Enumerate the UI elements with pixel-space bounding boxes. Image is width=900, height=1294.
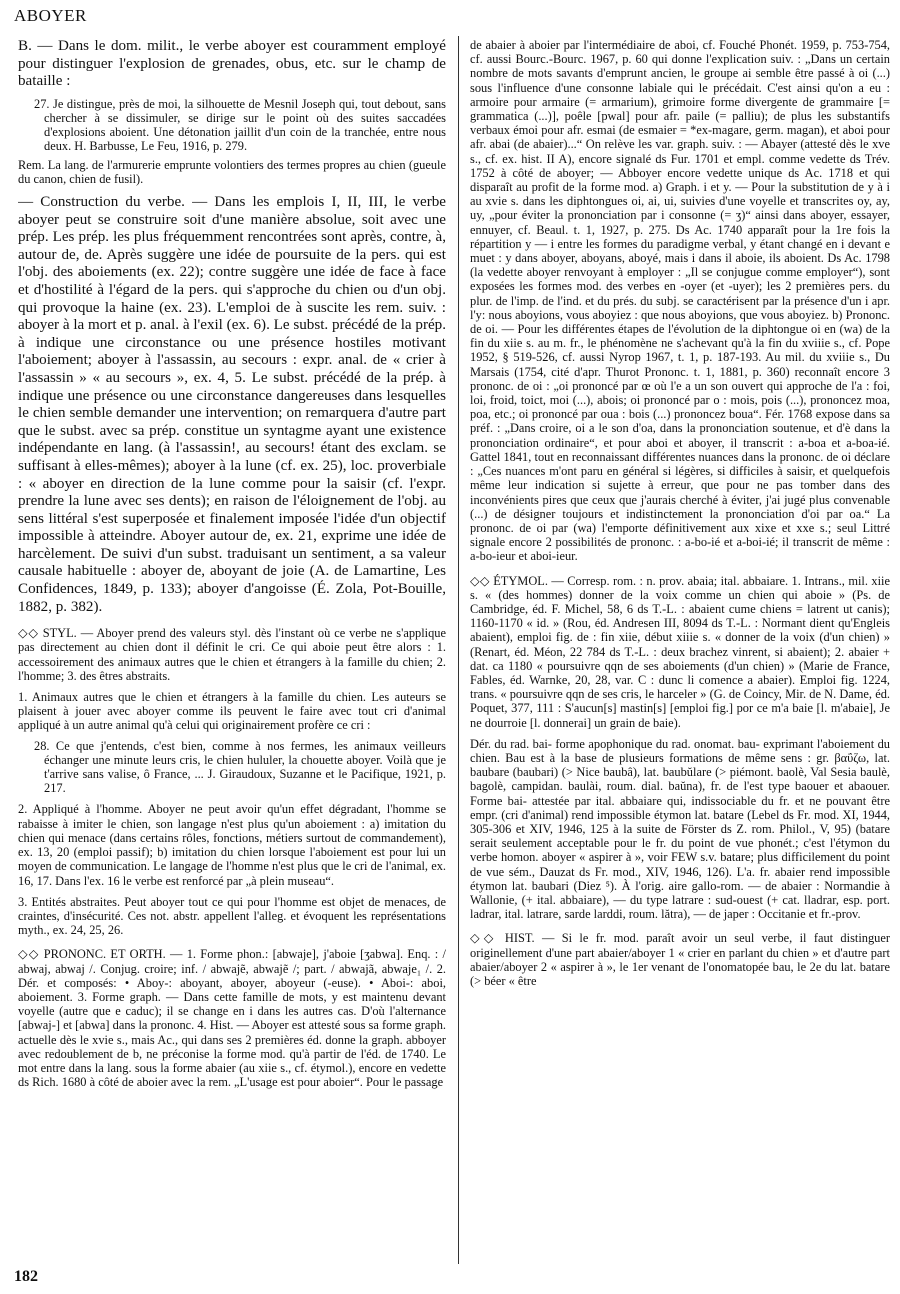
paragraph: 1. Animaux autres que le chien et étrangers à la famille du chien. Les auteurs se plaisent à jouer avec aboyer comme ils peuvent le faire avec tout cri d'animal appliqué à un autre animal qu'à celui qui originairement profère ce cri : bbox=[18, 690, 446, 733]
column-divider bbox=[458, 36, 459, 1264]
paragraph: ◇◇ STYL. — Aboyer prend des valeurs styl. dès l'instant où ce verbe ne s'applique pas directement au chien dont il définit le cri. Ce qui aboie peut être alors : 1. accessoirement des animaux autres que le chien et étrangers à la famille du chien; 2. l'homme; 3. des êtres abstraits. bbox=[18, 626, 446, 683]
running-head: ABOYER bbox=[14, 6, 87, 25]
paragraph: ◇◇ HIST. — Si le fr. mod. paraît avoir un seul verbe, il faut distinguer originellement d'une part abaier/aboyer 1 « crier en parlant du chien » et d'autre part abaier/aboyer 2 « aspirer à », le 1er venant de l'onomatopée bau, le 2e du lat. batare (> béer « être bbox=[470, 931, 890, 988]
paragraph: ◇◇ PRONONC. ET ORTH. — 1. Forme phon.: [abwaje], j'aboie [ʒabwa]. Enq. : / abwaj, abwaj /. Conjug. croire; inf. / abwajẽ, abwajẽ /; part. / abwajã, abwaje₁ /. 2. Dér. et composés: • Aboy-: aboyant, aboyer, aboyeur (-euse). • Aboi-: aboi, aboiement. 3. Forme graph. — Dans cette famille de mots, y est maintenu devant voyelle (autre que e caduc); il se change en i dans les autres cas. D'où l'alternance [abwaj-] et [abwa] dans la prononc. 4. Hist. — Aboyer est attesté sous sa forme graph. actuelle dès le xvie s., mais Ac., qui dans ses 2 premières éd. donne la graph. abboyer avec redoublement de b, ne préconise la forme mod. qu'à partir de l'éd. de 1740. Le mot entre dans la lang. sous la forme abaier (au xiie s., cf. étymol.), encore en vedette ds Rich. 1680 à côté de aboier avec la rem. „L'usage est pour aboier“. Pour le passage bbox=[18, 947, 446, 1090]
paragraph: ◇◇ ÉTYMOL. — Corresp. rom. : n. prov. abaia; ital. abbaiare. 1. Intrans., mil. xiie s. « (des hommes) donner de la voix comme un chien qui aboie » (Ps. de Cambridge, éd. F. Michel, 58, 6 ds T.-L. : abaient cume chiens = latrent ut canis); 1160-1170 « id. » (Rou, éd. Andresen III, 8094 ds T.-L. : Normant dient qu'Engleis abaient), emploi fig. de : fin xiie, début xiiie s. « donner de la voix (d'un chien) » (Renart, éd. Méon, 22 784 ds T.-L. : deux brachez vinrent, si abaient); 2. abaier + dat. ca 1180 « poursuivre qqn de ses aboiements (d'un chien) » (Marie de France, Fables, éd. Warnke, 20, 28, var. C : dunc li comence a abaier). Emploi fig. 1224, trans. « poursuivre qqn de ses cris, le harceler » (G. de Coincy, Mir. de N. Dame, éd. Poquet, 377, 111 : S'aucun[s] mastin[s] [emploi fig.] por ce m'a baie [l. m'abaie], Je ne dourroie [l. donnerai] un grain de baie). bbox=[470, 573, 890, 730]
paragraph: 27. Je distingue, près de moi, la silhouette de Mesnil Joseph qui, tout debout, sans chercher à se dissimuler, se dirige sur le point où des suites saccadées d'explosions aboient. Une détonation jaillit d'un coin de la tranchée, entre nous deux. H. Barbusse, Le Feu, 1916, p. 279. bbox=[34, 96, 446, 154]
paragraph: Dér. du rad. bai- forme apophonique du rad. onomat. bau- exprimant l'aboiement du chien. Bau est à la base de plusieurs formations de même sens : gr. βαΰζω, lat. baubare (baubari) (> Nice baubâ), lat. baubŭlare (> piémont. baolè, Val Sesia baulè, bagolè, campidan. baulài, roum. dial. baŭna), fr. de l'est type baouer et abaouer. Forme bai- attestée par ital. abbaiare qui, indissociable du fr. et ne pouvant être empr. (cri d'animal) rend impossible étymon lat. batare (Lebel ds Fr. mod. XI, 1944, 305-306 et XIV, 1946, 125 à la suite de Förster ds Z. rom. Philol., V, 95) (batare serait seulement acceptable pour le fr. du point de vue phonét.; c'est l'étymon du verbe homon. aboyer « aspirer à », voir FEW s.v. batare; plus difficilement du point de vue sém., Dauzat ds Fr. mod., XIV, 1946, 126). L'a. fr. abaier rend impossible étymon lat. baubari (Diez ⁵). À l'orig. aire gallo-rom. — de abaier : Normandie à Wallonie, (+ ital. abbaiare), — du type latrare : sud-ouest (+ cat. lladrar, esp. port. ladrar, ital. latrare, sarde larddi, roum. lătra), — de japer : Occitanie et fr.-prov. bbox=[470, 736, 890, 922]
left-column bbox=[18, 38, 446, 1260]
paragraph: B. — Dans le dom. milit., le verbe aboyer est couramment employé pour distinguer l'explosion de grenades, obus, etc. sur le champ de bataille : bbox=[18, 38, 446, 90]
right-column bbox=[470, 38, 890, 1260]
paragraph: 2. Appliqué à l'homme. Aboyer ne peut avoir qu'un effet dégradant, l'homme se rabaisse à imiter le chien, son langage n'est plus qu'un aboiement : a) imitation du chien qui menace (dans certains rôles, fonctions, métiers surtout de commandement), ex. 13, 20 (emploi passif); b) imitation du chien lorsque l'aboiement est pour lui un moyen de communication. Le langage de l'homme n'est plus que le cri de l'animal, ex. 16, 17. Dans l'ex. 16 le verbe est renforcé par „à plein museau“. bbox=[18, 802, 446, 888]
paragraph: 28. Ce que j'entends, c'est bien, comme à nos fermes, les animaux veilleurs échanger une minute leurs cris, le chien hululer, la chouette aboyer. Voilà que je t'arrive sans valise, ô France, ... J. Giraudoux, Suzanne et le Pacifique, 1921, p. 217. bbox=[34, 738, 446, 796]
paragraph: — Construction du verbe. — Dans les emplois I, II, III, le verbe aboyer peut se construire soit d'une manière absolue, soit avec une prép. Les prép. les plus fréquemment rencontrées sont après, contre, à, autour de, de. Après suggère une idée de poursuite de la pers. qui est l'obj. des aboiements (ex. 22); contre suggère une idée de face à face et d'hostilité à l'égard de la pers. qui s'approche du chien ou d'un obj. qui provoque la haine (ex. 23). L'emploi de à suscite les rem. suiv. : aboyer à la mort et p. anal. à l'exil (ex. 6). Le subst. précédé de la prép. à indique une circonstance ou une présence hostiles motivant l'aboiement; aboyer à l'assassin, au secours : expr. anal. de « crier à l'assassin » « au secours », ex. 4, 5. Le subst. précédé de la prép. à indique une présence ou une circonstance dangereuses dans lesquelles le chien semble demander une intervention; on remarquera d'autre part que le subst. avec sa prép. constitue un syntagme ayant une existence indépendante en lang. (à l'assassin!, au secours! étant des exclam. se suffisant à elles-mêmes); aboyer à la lune (cf. ex. 25), loc. proverbiale : « aboyer en direction de la lune comme pour la saisir (cf. l'expr. prendre la lune avec ses dents); en raison de l'éloignement de l'obj. au sens littéral s'est superposée et finalement imposée l'idée d'un objectif impossible à atteindre. Aboyer autour de, ex. 21, exprime une idée de harcèlement. De suivi d'un subst. traduisant un sentiment, a sa valeur causale habituelle : aboyer de, aboyant de joie (A. de Lamartine, Les Confidences, 1849, p. 133); aboyer d'angoisse (É. Zola, Pot-Bouille, 1882, p. 382). bbox=[18, 194, 446, 615]
paragraph: 3. Entités abstraites. Peut aboyer tout ce qui pour l'homme est objet de menaces, de craintes, d'insécurité. Ces not. abstr. appellent l'alleg. et évoquent les représentations myth., ex. 24, 25, 26. bbox=[18, 894, 446, 938]
paragraph: Rem. La lang. de l'armurerie emprunte volontiers des termes propres au chien (gueule du canon, chien de fusil). bbox=[18, 157, 446, 186]
page-number: 182 bbox=[14, 1268, 38, 1285]
paragraph: de abaier à aboier par l'intermédiaire de aboi, cf. Fouché Phonét. 1959, p. 753-754, cf. aussi Bourc.-Bourc. 1967, p. 60 qui donne l'explication suiv. : „Dans un certain nombre de mots savants d'emprunt ancien, le groupe ai semble être passé à oi (...) sous l'influence d'une consonne labiale qui le précédait. C'est ainsi qu'on a eu : armoire pour armaire (= armarium), grimoire forme divergente de grammaire [= grammatica (...)], poêle [pwal] pour afr. paile (= palliu); de plus les substantifs verbaux émoi pour afr. esmai (de esmaier = *ex-magare, germ. magan), et aboi pour afr. abai (de abaier)...“ On relève les var. graph. suiv. : — Abayer (attesté dès le xve s., cf. ex. hist. II A), encore signalé ds Fur. 1701 et empl. comme vedette ds Trév. 1752 à côté de aboyer; — Abboyer encore vedette unique ds Ac. 1718 et qui disparaît au profit de la forme mod. a) Graph. i et y. — Pour la substitution de y à i au xvie s. dans les diphtongues oi, ai, ui, suivies d'une voyelle et transcrites oy, ay, uy, „pour éviter la prononciation par i consonne (= ʒ)“ ainsi dans aboyer, essayer, ennuyer, cf. Beaul. t. 1, 1927, p. 275. Ds Ac. 1740 apparaît pour la 1re fois la répartition y — i entre les formes du paradigme verbal, y étant changé en i devant e muet : y dans aboyer, aboyans, aboyé, mais i dans il aboie, ils aboient. Ds Ac. 1798 (la vedette aboyer renvoyant à employer : „Il se conjugue comme employer“), sont exposées les formes mod. des verbes en -oyer (et -uyer); les 2 premières pers. du plur. de l'imp. de l'ind. et du prés. du subj. se caractérisent par la présence d'un i apr. l'y: nous aboyions, vous aboyiez : que nous aboyions, que vous aboyiez. b) Prononc. de oi. — Pour les différentes étapes de l'évolution de la diphtongue oi en (wa) de la fin du xiie s. au m. fr., le phénomène ne s'achevant qu'à la fin du xviiie s., cf. Pope 1952, § 519-526, cf. aussi Nyrop 1967, t. 1, p. 187-193. Au mil. du xviiie s., Du Marsais (1754, cité d'apr. Thurot Prononc. t. 1, 1881, p. 360) reconnaît encore 3 prononc. de oi : „oi prononcé par œ où l'e a un son ouvert qui approche de l'a : foi, loi, froid, toict, moi (...), abois; oi prononcé par o : mois, pois (...), prononcez moa, poa, etc.; oi prononcé par oua : bois (...) prononcez boua“. Fér. 1768 expose dans sa préf. : „Dans croire, oi a le son d'oa, dans la prononciation soutenue, et d'è dans la prononciation ordinaire“, et pour aboi et aboyer, il transcrit : a-boa et a-boa-ié. Gattel 1841, tout en reconnaissant différentes nuances dans la prononc. de oi déclare : „Ces nuances m'ont paru en général si légères, si difficiles à saisir, et quelquefois même leur indication si sujette à erreur, que pour ne pas tomber dans des inconvénients pires que ceux que j'aurais cherché à éviter, j'ai jugé plus convenable (...) de désigner toujours et indistinctement la prononciation d'oi par oa.“ La prononc. de oi par (wa) l'emporte définitivement aux xixe et xxe s.; seul Littré signale encore 2 possibilités de prononc. : a-bo-ié et a-boi-ié; il transcrit de même : a-bo-ieur et aboi-ieur. bbox=[470, 38, 890, 564]
